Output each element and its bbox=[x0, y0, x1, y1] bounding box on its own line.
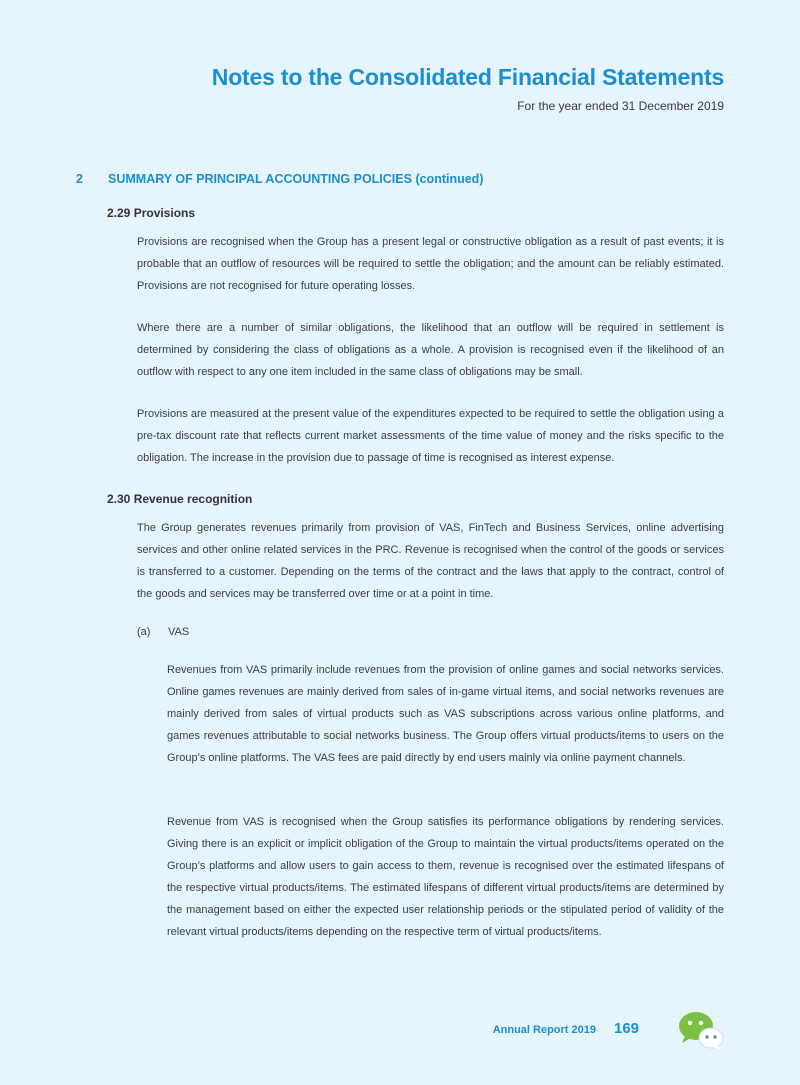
item-a-heading bbox=[137, 626, 189, 638]
section-title: SUMMARY OF PRINCIPAL ACCOUNTING POLICIES bbox=[108, 172, 412, 186]
revenue-heading: 2.30 Revenue recognition bbox=[107, 492, 253, 506]
page-subtitle: For the year ended 31 December 2019 bbox=[517, 99, 724, 113]
provisions-heading: 2.29 Provisions bbox=[107, 206, 196, 220]
item-a-title: VAS bbox=[168, 626, 190, 638]
section-continued: (continued) bbox=[415, 172, 484, 186]
revenue-intro-paragraph: The Group generates revenues primarily from provision of VAS, FinTech and Business Services, online advertising services and other online related services in the PRC. Revenue is recognised when the control of the goods or services is transferred to a customer. Depending on the terms of the contract and the laws that apply to the contract, control of the goods and services may be transferred over time or at a point in time. bbox=[137, 522, 724, 600]
item-a-label: (a) bbox=[137, 626, 151, 638]
page-title: Notes to the Consolidated Financial Statements bbox=[211, 64, 724, 90]
section-number: 2 bbox=[76, 172, 83, 186]
footer-report-title: Annual Report 2019 bbox=[492, 1024, 596, 1036]
vas-paragraph-1: Revenues from VAS primarily include revenues from the provision of online games and social networks services. Online games revenues are mainly derived from sales of in-game virtual items, and social networks revenues are mainly derived from sales of virtual products such as VAS subscriptions across various online platforms, and games revenues attributable to social networks business. The Group offers virtual products/items to users on the Group’s online platforms. The VAS fees are paid directly by end users mainly via online payment channels. bbox=[167, 664, 724, 764]
provisions-paragraph-2: Where there are a number of similar obligations, the likelihood that an outflow will be required in settlement is determined by considering the class of obligations as a whole. A provision is recognised even if the likelihood of an outflow with respect to any one item included in the same class of obligations may be small. bbox=[137, 322, 724, 378]
page-number: 169 bbox=[614, 1020, 640, 1037]
provisions-paragraph-3: Provisions are measured at the present value of the expenditures expected to be required to settle the obligation using a pre-tax discount rate that reflects current market assessments of the time value of money and the risks specific to the obligation. The increase in the provision due to passage of time is recognised as interest expense. bbox=[137, 408, 724, 464]
section-heading bbox=[76, 172, 483, 186]
wechat-logo-icon bbox=[676, 1010, 726, 1052]
provisions-paragraph-1: Provisions are recognised when the Group has a present legal or constructive obligation as a result of past events; it is probable that an outflow of resources will be required to settle the obligation; and the amount can be reliably estimated. Provisions are not recognised for future operating losses. bbox=[137, 236, 724, 292]
vas-paragraph-2: Revenue from VAS is recognised when the Group satisfies its performance obligations by rendering services. Giving there is an explicit or implicit obligation of the Group to maintain the virtual products/items operated on the Group’s platforms and allow users to gain access to them, revenue is recognised over the estimated lifespans of the respective virtual products/items. The estimated lifespans of different virtual products/items are determined by the management based on either the expected user relationship periods or the stipulated period of validity of the relevant virtual products/items depending on the respective term of virtual products/items. bbox=[167, 816, 724, 938]
